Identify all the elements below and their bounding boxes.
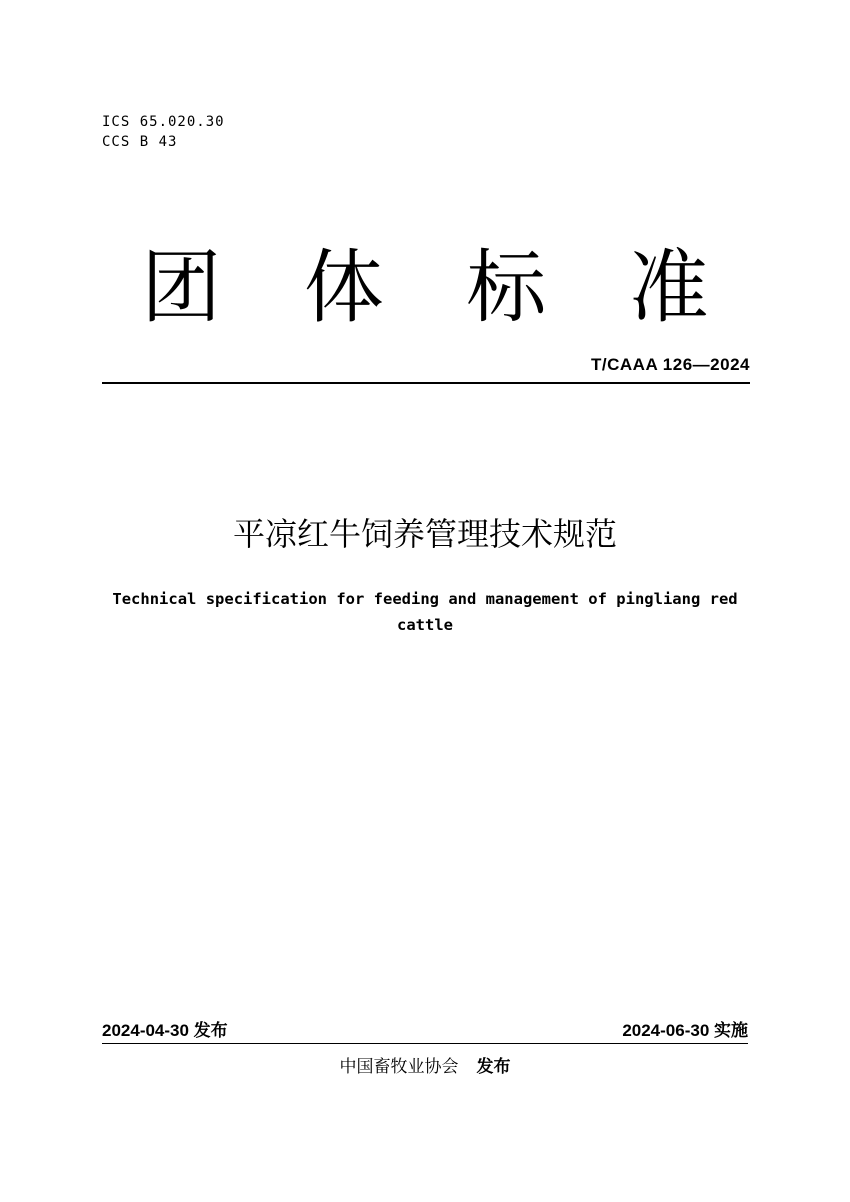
standard-type-char: 团	[141, 241, 222, 334]
standard-number: T/CAAA 126—2024	[591, 355, 750, 374]
issuer-name: 中国畜牧业协会	[339, 1057, 459, 1077]
document-title-english: Technical specification for feeding and management of pingliang red cattle	[112, 590, 738, 634]
ics-code: ICS 65.020.30	[102, 114, 225, 130]
issuer-line	[0, 1055, 850, 1079]
standard-type-char: 标	[466, 241, 547, 334]
standard-type-char: 体	[303, 241, 384, 334]
footer-divider	[102, 1043, 748, 1044]
ccs-code: CCS B 43	[102, 134, 178, 150]
standard-type-heading	[100, 240, 750, 336]
publish-date: 2024-04-30 发布	[102, 1021, 228, 1040]
header-divider	[102, 382, 750, 384]
standard-type-char: 准	[628, 241, 709, 334]
implement-date: 2024-06-30 实施	[622, 1021, 748, 1040]
issuer-action: 发布	[476, 1057, 511, 1077]
document-title-chinese: 平凉红牛饲养管理技术规范	[232, 515, 617, 553]
